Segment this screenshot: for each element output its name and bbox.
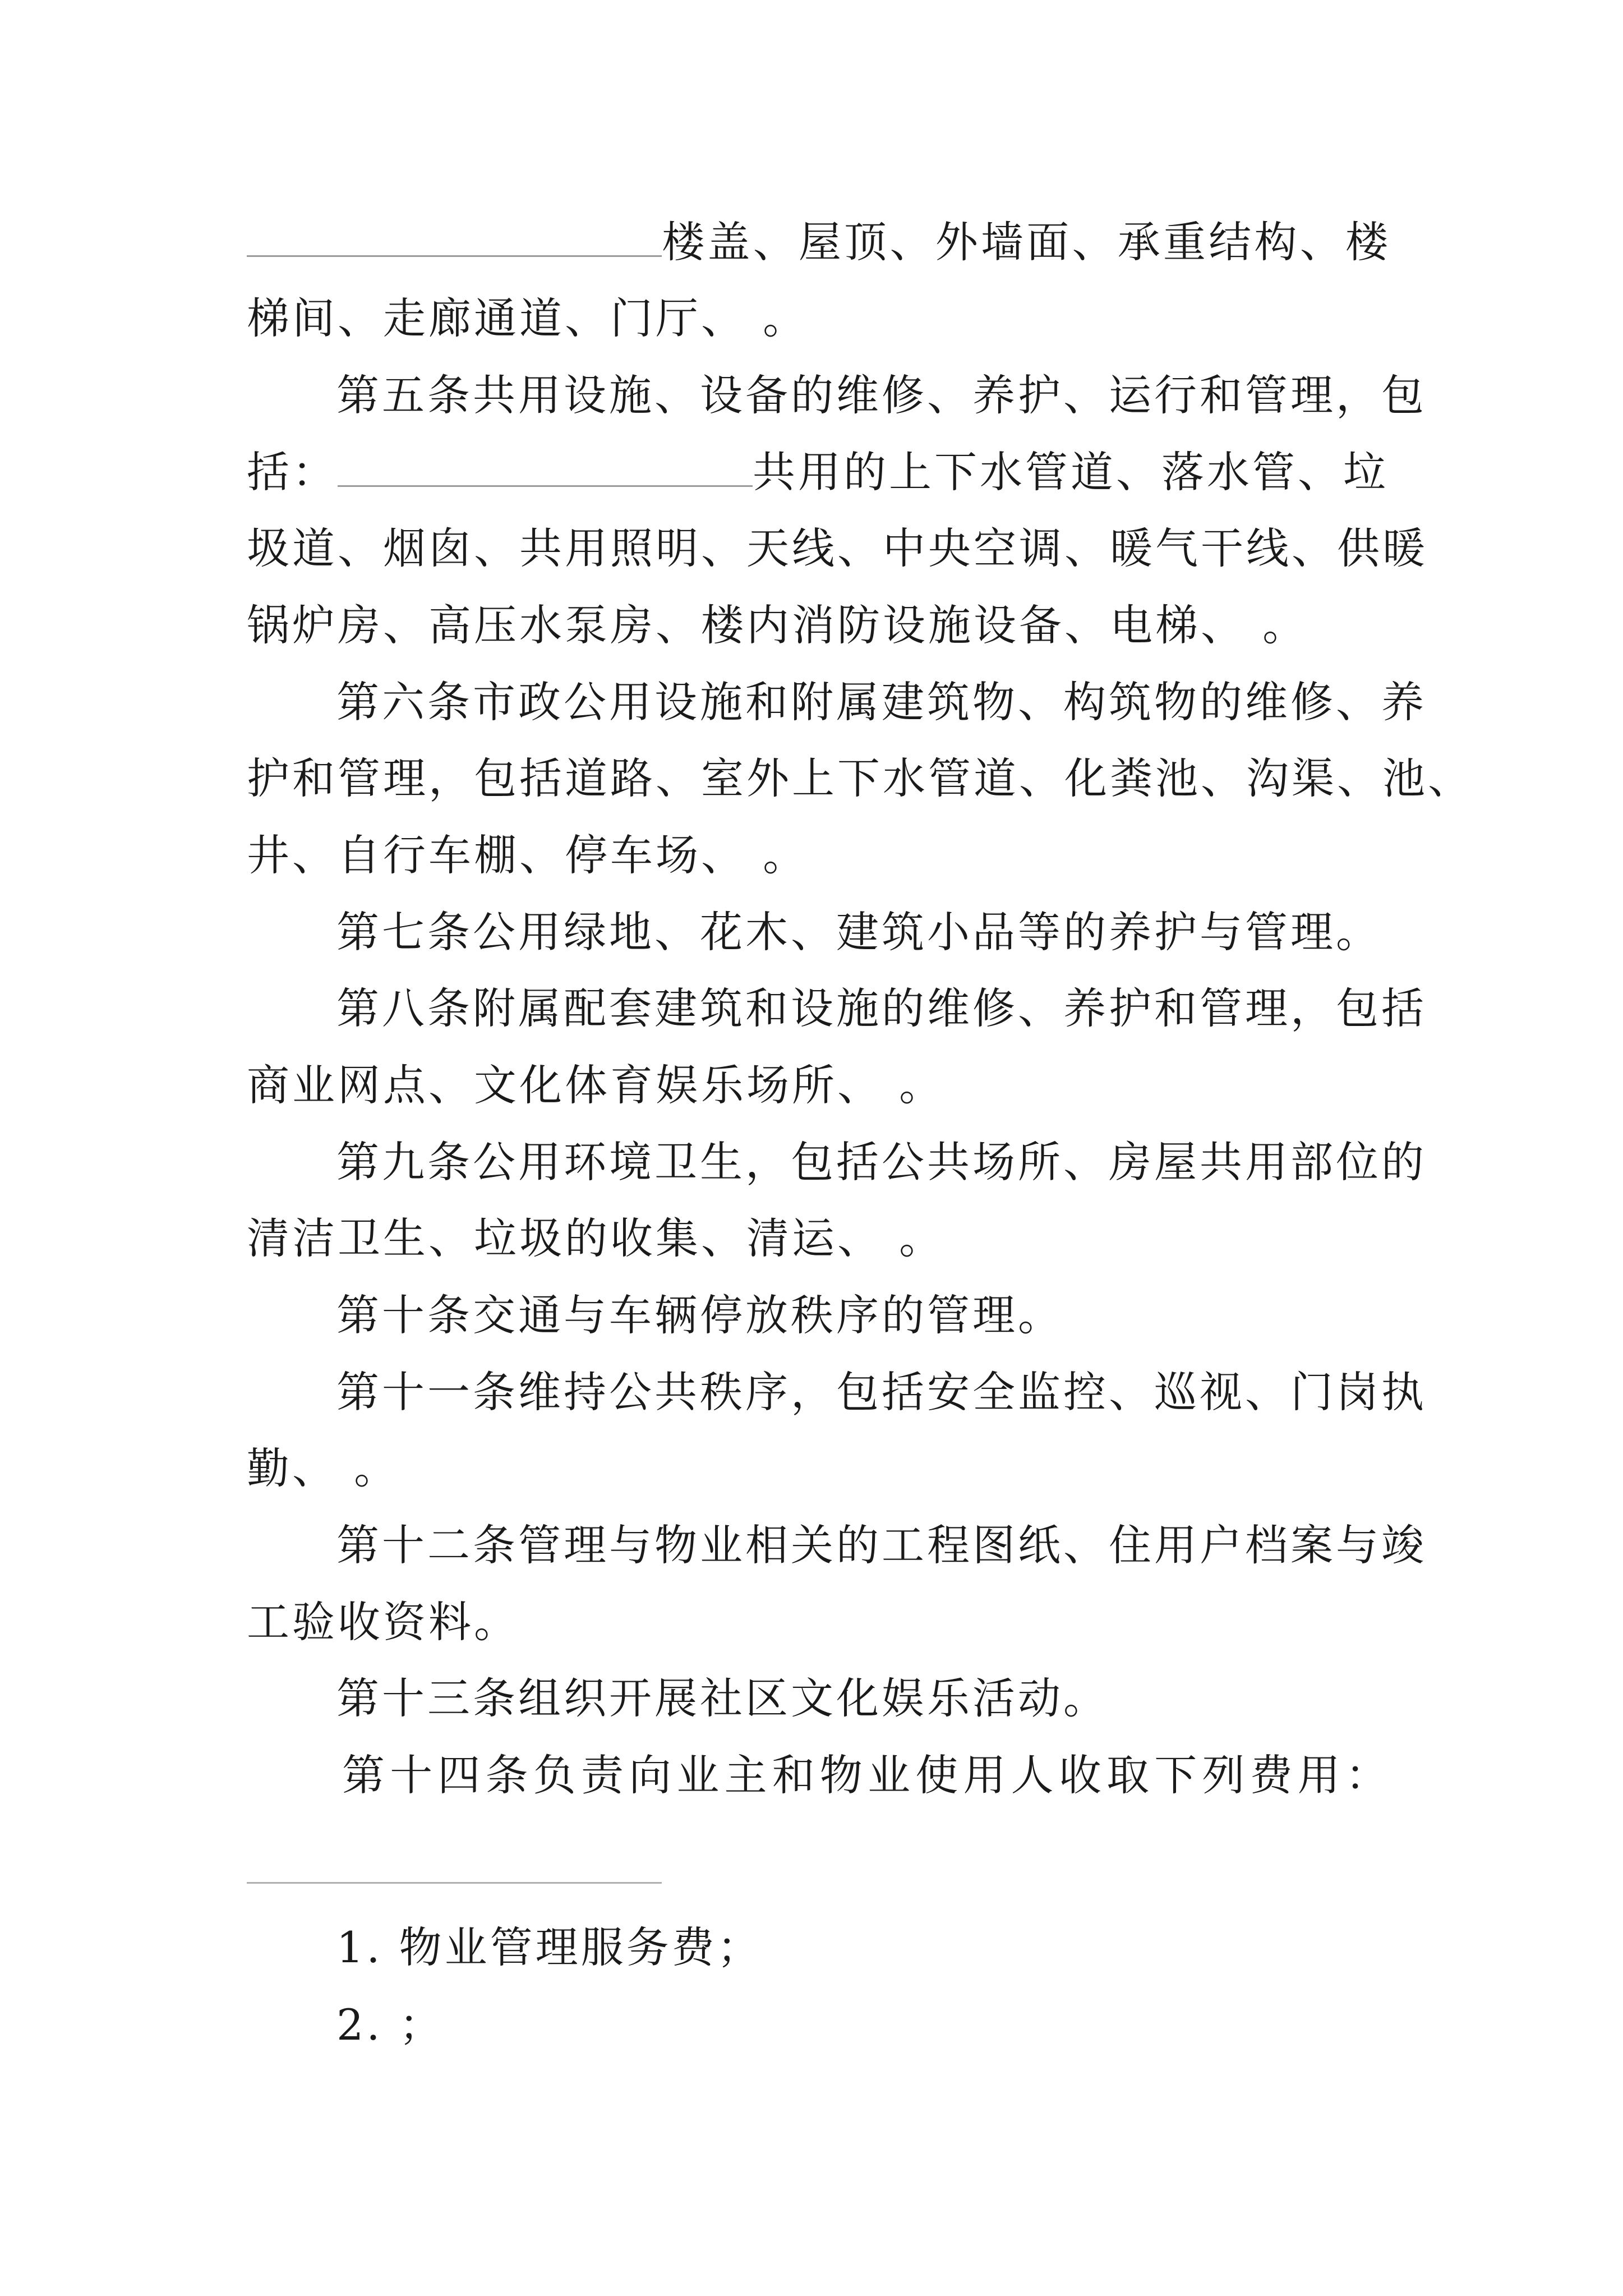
article-12: 第十二条管理与物业相关的工程图纸、住用户档案与竣: [336, 1520, 1427, 1570]
list-item: 1. 物业管理服务费；: [336, 1922, 763, 1972]
article-7: 第七条公用绿地、花木、建筑小品等的养护与管理。: [336, 907, 1381, 957]
article-13: 第十三条组织开展社区文化娱乐活动。: [336, 1673, 1109, 1723]
article-10: 第十条交通与车辆停放秩序的管理。: [336, 1290, 1063, 1340]
fill-in-blank: [247, 250, 662, 257]
text-line: 梯间、走廊通道、门厅、 。: [247, 293, 809, 343]
text-line: 护和管理，包括道路、室外上下水管道、化粪池、沟渠、池、: [247, 753, 1473, 803]
text-line: 勤、 。: [247, 1443, 400, 1493]
article-9: 第九条公用环境卫生，包括公共场所、房屋共用部位的: [336, 1137, 1427, 1187]
text-line: 工验收资料。: [247, 1597, 519, 1647]
article-11: 第十一条维持公共秩序，包括安全监控、巡视、门岗执: [336, 1367, 1427, 1417]
footnote-divider: [247, 1882, 662, 1884]
fill-in-blank: [338, 480, 753, 487]
article-6: 第六条市政公用设施和附属建筑物、构筑物的维修、养: [336, 677, 1427, 727]
list-item: 2. ；: [336, 2000, 445, 2050]
text-line: 清洁卫生、垃圾的收集、清运、 。: [247, 1213, 945, 1263]
article-8: 第八条附属配套建筑和设施的维修、养护和管理，包括: [336, 983, 1427, 1033]
article-14: 第十四条负责向业主和物业使用人收取下列费用：: [342, 1750, 1391, 1800]
article-5: 第五条共用设施、设备的维修、养护、运行和管理，包: [336, 370, 1427, 420]
text-line: 括： 共用的上下水管道、落水管、垃: [247, 447, 1389, 497]
text-line: 商业网点、文化体育娱乐场所、 。: [247, 1060, 945, 1110]
text-line: 锅炉房、高压水泵房、楼内消防设施设备、电梯、 。: [247, 600, 1308, 650]
text-line: 圾道、烟囱、共用照明、天线、中央空调、暖气干线、供暖: [247, 523, 1428, 573]
text-line: 楼盖、屋顶、外墙面、承重结构、楼: [247, 209, 1391, 276]
text-line: 井、自行车棚、停车场、 。: [247, 830, 809, 880]
